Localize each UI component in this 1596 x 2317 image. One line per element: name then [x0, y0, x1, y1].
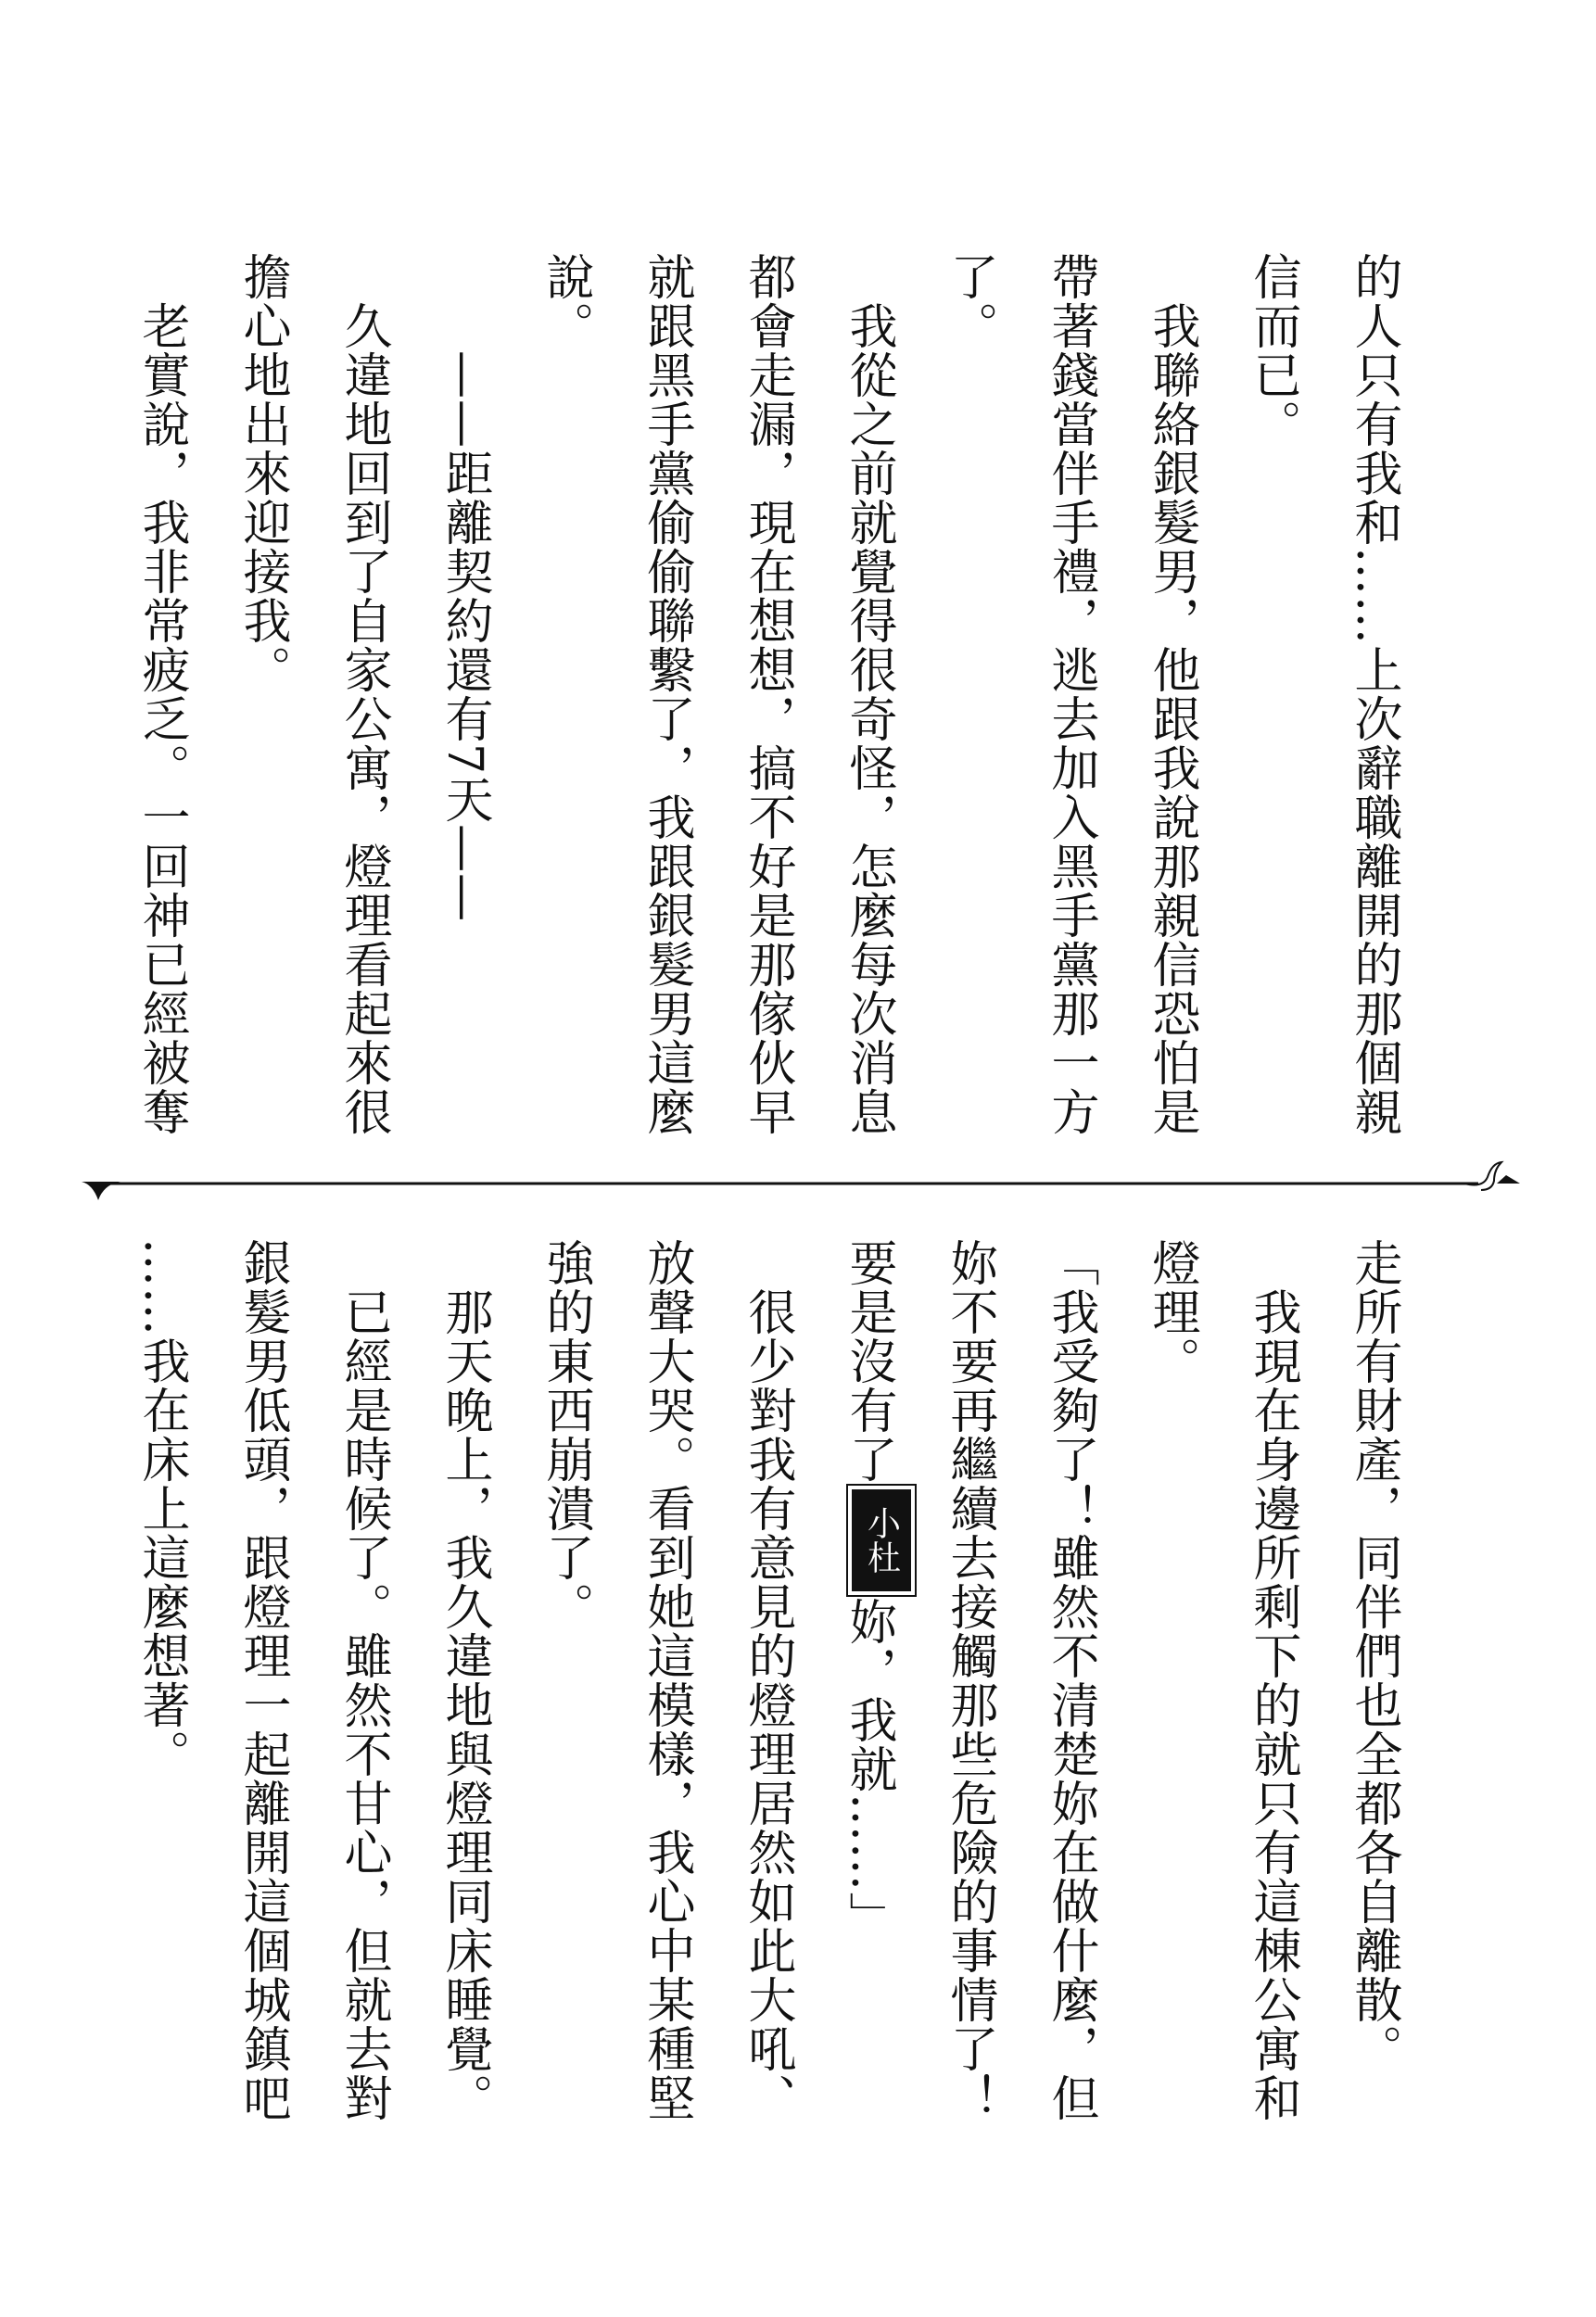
text-column: ……我在床上這麼想著。	[133, 1238, 189, 1779]
top-text-block	[110, 252, 1424, 1160]
text-column: 我現在身邊所剩下的就只有這棟公寓和	[1245, 1238, 1300, 2122]
ornamental-divider	[0, 1149, 1596, 1214]
text-column: 就跟黑手黨偷偷聯繫了，我跟銀髮男這麼	[639, 252, 694, 1136]
dialogue-text: 妳，我就……」	[841, 1597, 896, 1941]
text-column: 我聯絡銀髮男，他跟我說那親信恐怕是	[1144, 252, 1199, 1136]
text-column: 銀髮男低頭，跟燈理一起離開這個城鎮吧	[234, 1238, 290, 2122]
scene-break-heading: ——距離契約還有7天——	[437, 252, 492, 923]
censored-name-plate: 小杜	[852, 1489, 911, 1591]
bottom-text-block	[110, 1238, 1424, 2146]
text-column: 強的東西崩潰了。	[538, 1238, 593, 1631]
dialogue-text: 要是沒有了	[841, 1238, 896, 1484]
text-column: 很少對我有意見的燈理居然如此大吼、	[740, 1238, 795, 2122]
text-column: 走所有財產，同伴們也全都各自離散。	[1346, 1238, 1401, 2073]
dialogue-column	[817, 1238, 918, 2146]
text-column: 我從之前就覺得很奇怪，怎麼每次消息	[841, 252, 896, 1136]
text-column: 那天晚上，我久違地與燈理同床睡覺。	[437, 1238, 492, 2122]
text-column: 說。	[538, 252, 593, 350]
text-column: 放聲大哭。看到她這模樣，我心中某種堅	[639, 1238, 694, 2122]
text-column: 了。	[942, 252, 997, 350]
text-column: 久違地回到了自家公寓，燈理看起來很	[336, 252, 391, 1136]
text-column: 燈理。	[1144, 1238, 1199, 1386]
text-column: 已經是時候了。雖然不甘心，但就去對	[336, 1238, 391, 2122]
text-column: 老實說，我非常疲乏。一回神已經被奪	[133, 252, 189, 1136]
dialogue-column: 「我受夠了！雖然不清楚妳在做什麼，但	[1043, 1238, 1098, 2122]
dialogue-column: 妳不要再繼續去接觸那些危險的事情了！	[942, 1238, 997, 2122]
text-column: 的人只有我和……上次辭職離開的那個親	[1346, 252, 1401, 1136]
text-column: 帶著錢當伴手禮，逃去加入黑手黨那一方	[1043, 252, 1098, 1136]
text-column: 信而已。	[1245, 252, 1300, 449]
text-column: 都會走漏，現在想想，搞不好是那傢伙早	[740, 252, 795, 1136]
text-column: 擔心地出來迎接我。	[234, 252, 290, 694]
